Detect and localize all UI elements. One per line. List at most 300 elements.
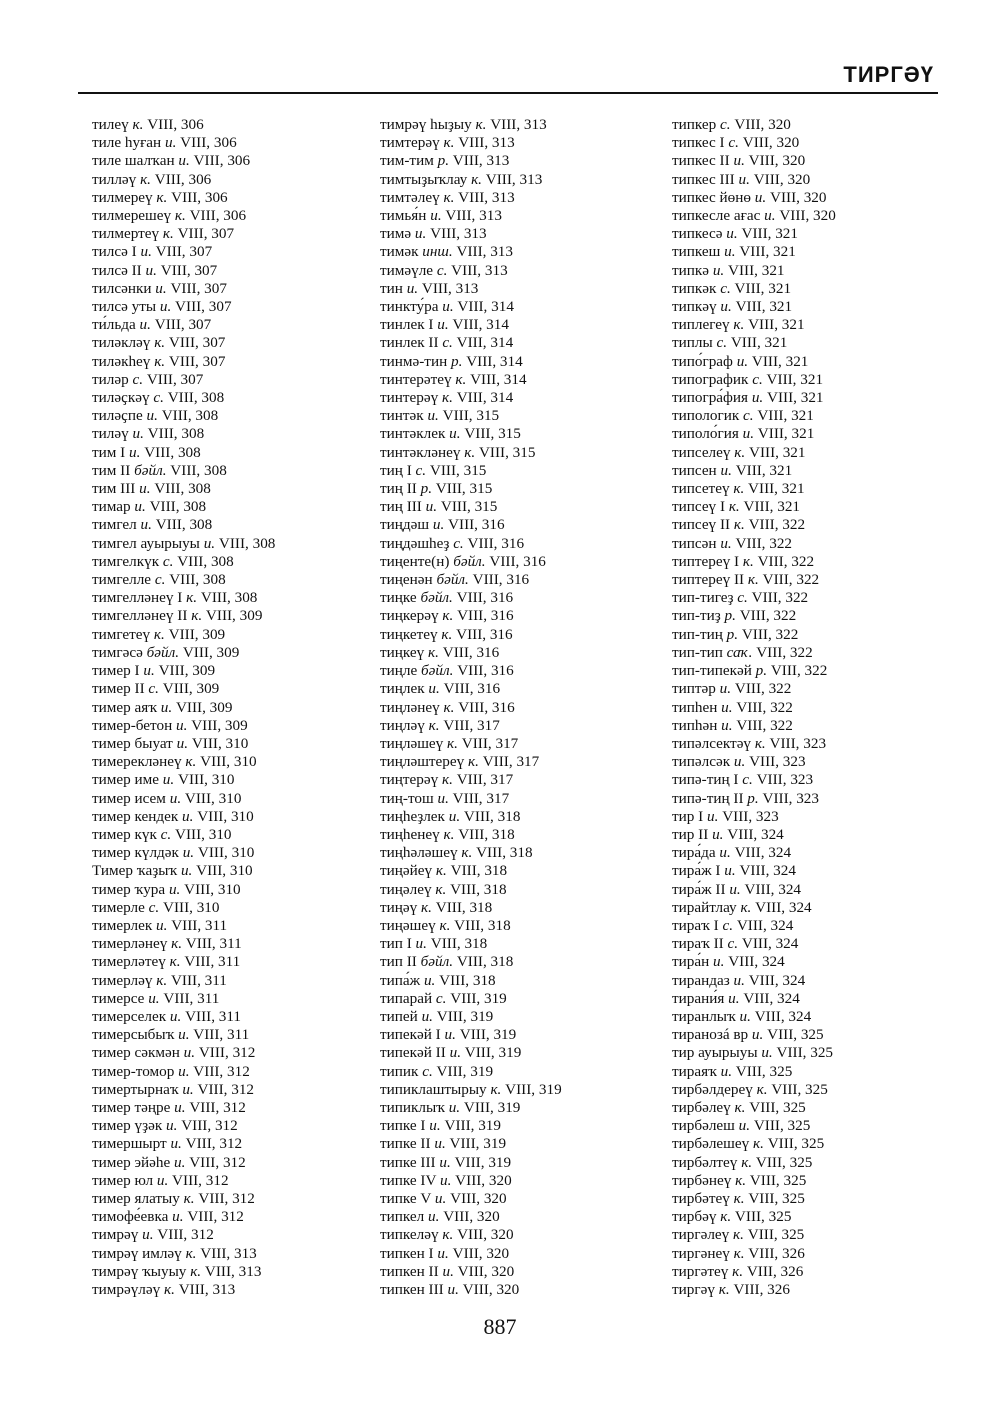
entry-headword: типкәү (672, 298, 717, 316)
entry-grammar-label: и. (437, 1244, 449, 1262)
entry-headword: тимгел ауырыуы (92, 534, 200, 552)
entry-grammar-label: и. (160, 698, 173, 716)
entry-reference: VIII, 316 (456, 625, 513, 643)
entry-headword: тиңдәшһеҙ (380, 534, 450, 552)
entry-headword: тимер аяҡ (92, 698, 157, 716)
index-entry (672, 1044, 836, 1062)
entry-grammar-label: и. (176, 734, 189, 752)
entry-reference: VIII, 314 (456, 334, 514, 352)
entry-reference: VIII, 316 (457, 607, 514, 625)
entry-reference: VIII, 321 (730, 334, 788, 352)
entry-reference: VIII, 317 (452, 789, 510, 807)
entry-reference: VIII, 320 (734, 116, 791, 133)
entry-grammar-label: р. (747, 789, 759, 807)
entry-headword: тимәк (380, 243, 419, 261)
entry-grammar-label: и. (428, 680, 440, 698)
entry-grammar-label: к. (754, 734, 766, 752)
entry-grammar-label: к. (733, 1244, 745, 1262)
entry-reference: VIII, 313 (451, 261, 508, 279)
entry-grammar-label: к. (174, 207, 186, 225)
index-entry (672, 1226, 836, 1244)
entry-headword: типһен (672, 698, 718, 716)
index-entry (380, 808, 562, 826)
entry-grammar-label: и. (164, 134, 177, 152)
index-entry (92, 1245, 275, 1263)
entry-headword: тип-тиҙ (672, 607, 721, 625)
page-number: 887 (483, 1314, 517, 1339)
entry-grammar-label: к. (140, 170, 151, 188)
entry-headword: тимтәлеү (380, 188, 440, 206)
entry-reference: VIII, 308 (149, 498, 207, 516)
index-entry (380, 1135, 562, 1153)
entry-reference: VIII, 313 (456, 243, 513, 261)
entry-reference: VIII, 317 (482, 753, 540, 771)
index-entry (672, 699, 836, 717)
entry-headword: тинтәклек (380, 425, 446, 443)
index-entry (92, 790, 275, 808)
index-entry (380, 990, 562, 1008)
entry-headword: типке V (380, 1189, 432, 1207)
entry-grammar-label: р. (724, 607, 736, 625)
entry-grammar-label: с. (737, 589, 748, 607)
index-entry (672, 480, 836, 498)
entry-reference: VIII, 319 (459, 1026, 517, 1044)
entry-grammar-label: с. (153, 389, 164, 407)
entry-headword: тирбәлеү (672, 1098, 731, 1116)
entry-reference: VIII, 320 (769, 188, 827, 206)
entry-reference: VIII, 310 (197, 807, 254, 825)
entry-grammar-label: и. (132, 425, 144, 443)
entry-reference: VIII, 321 (735, 298, 793, 316)
entry-reference: VIII, 324 (748, 971, 806, 989)
entry-headword: типке I (380, 1117, 426, 1135)
entry-headword: тип-тип (672, 643, 723, 661)
entry-grammar-label: и. (156, 1171, 169, 1189)
entry-headword: тилеү (92, 116, 129, 133)
entry-reference: VIII, 316 (442, 643, 500, 661)
index-entry (92, 243, 275, 261)
entry-headword: тимер күк (92, 825, 157, 843)
entry-reference: VIII, 306 (147, 116, 204, 133)
index-entry (672, 1154, 836, 1172)
entry-reference: VIII, 314 (457, 298, 514, 316)
entry-grammar-label: к. (154, 334, 166, 352)
index-entry (92, 899, 275, 917)
entry-reference: VIII, 321 (766, 370, 824, 388)
entry-headword: тимер кендек (92, 807, 179, 825)
entry-headword: тим III (92, 480, 136, 498)
index-entry (92, 535, 275, 553)
entry-grammar-label: бәйл. (134, 461, 167, 479)
entry-reference: VIII, 316 (457, 662, 514, 680)
entry-headword: тимрәү имләү (92, 1244, 182, 1262)
entry-reference: VIII, 310 (162, 898, 220, 916)
entry-grammar-label: и. (430, 207, 442, 225)
entry-headword: тинлек I (380, 316, 434, 334)
entry-headword: тиргәнеү (672, 1244, 730, 1262)
index-entry (672, 917, 836, 935)
index-entry (672, 553, 836, 571)
entry-grammar-label: и. (129, 443, 141, 461)
entry-headword: тимер быуат (92, 734, 173, 752)
entry-grammar-label: к. (733, 1226, 744, 1244)
index-entry (92, 262, 275, 280)
entry-headword: типкә (672, 261, 710, 279)
entry-reference: VIII, 313 (458, 134, 515, 152)
entry-headword: типһән (672, 716, 718, 734)
entry-headword: тиңкеү (380, 643, 425, 661)
index-entry (380, 280, 562, 298)
entry-reference: VIII, 313 (452, 152, 510, 170)
entry-grammar-label: и. (448, 807, 461, 825)
entry-headword: тим I (92, 443, 126, 461)
entry-grammar-label: к. (443, 134, 455, 152)
entry-headword: тиңәү (380, 898, 418, 916)
index-entry (672, 1008, 836, 1026)
entry-reference: VIII, 311 (184, 953, 241, 971)
entry-grammar-label: и. (442, 1262, 454, 1280)
entry-reference: VIII, 310 (184, 789, 242, 807)
entry-grammar-label: с. (722, 916, 734, 934)
entry-headword: типей (380, 1007, 418, 1025)
index-entry (380, 334, 562, 352)
index-entry (380, 771, 562, 789)
entry-grammar-label: и. (729, 880, 741, 898)
entry-grammar-label: инш. (422, 243, 453, 261)
entry-headword: тиңке (380, 589, 417, 607)
entry-grammar-label: и. (415, 935, 427, 953)
entry-headword: тимә (380, 225, 412, 243)
entry-grammar-label: и. (414, 225, 427, 243)
entry-headword: тиргәтеү (672, 1262, 729, 1280)
entry-reference: VIII, 322 (735, 534, 793, 552)
entry-reference: VIII, 306 (193, 152, 251, 170)
entry-reference: VIII, 320 (779, 207, 836, 225)
entry-grammar-label: и. (183, 1044, 196, 1062)
entry-headword: тиңләшеү (380, 734, 444, 752)
entry-reference: VIII, 310 (177, 771, 235, 789)
entry-headword: тин (380, 279, 403, 297)
entry-grammar-label: к. (435, 862, 447, 880)
entry-reference: VIII, 316 (472, 571, 530, 589)
entry-grammar-label: к. (169, 953, 181, 971)
entry-headword: типиклыҡ (380, 1098, 445, 1116)
entry-headword: тиң III (380, 498, 422, 516)
entry-reference: VIII, 324 (739, 862, 796, 880)
index-entry (380, 498, 562, 516)
entry-reference: VIII, 309 (175, 698, 233, 716)
entry-grammar-label: р. (451, 352, 463, 370)
entry-grammar-label: бәйл. (453, 552, 486, 570)
entry-grammar-label: с. (742, 771, 753, 789)
entry-reference: VIII, 312 (193, 1062, 250, 1080)
index-entry (92, 498, 275, 516)
entry-grammar-label: с. (435, 989, 447, 1007)
index-entry (92, 1044, 275, 1062)
entry-headword: тиңлек (380, 680, 425, 698)
entry-headword: тиңләү (380, 716, 425, 734)
entry-reference: VIII, 325 (767, 1135, 825, 1153)
index-entry (672, 1081, 836, 1099)
index-entry (380, 826, 562, 844)
entry-grammar-label: к. (728, 498, 740, 516)
index-entry (380, 535, 562, 553)
entry-headword: тираҡ I (672, 916, 719, 934)
entry-reference: VIII, 308 (170, 461, 227, 479)
entry-grammar-label: и. (156, 916, 168, 934)
entry-reference: VIII, 312 (181, 1117, 238, 1135)
entry-headword: тимер тәңре (92, 1098, 171, 1116)
index-entry (92, 680, 275, 698)
entry-grammar-label: с. (162, 552, 174, 570)
entry-headword: тимгелләнеү II (92, 607, 188, 625)
entry-grammar-label: с. (132, 370, 144, 388)
entry-grammar-label: к. (185, 1244, 197, 1262)
entry-reference: VIII, 308 (169, 571, 226, 589)
index-entry (380, 1154, 562, 1172)
index-entry (92, 116, 275, 134)
index-entry (672, 189, 836, 207)
entry-headword: тинлек II (380, 334, 439, 352)
index-entry (672, 626, 836, 644)
entry-headword: тимершырт (92, 1135, 167, 1153)
entry-headword: тиң I (380, 461, 412, 479)
entry-reference: VIII, 312 (198, 1189, 255, 1207)
entry-grammar-label: к. (190, 1262, 202, 1280)
entry-reference: VIII, 321 (748, 480, 805, 498)
entry-grammar-label: к. (156, 971, 168, 989)
index-entry (672, 935, 836, 953)
entry-reference: VIII, 321 (748, 316, 805, 334)
entry-reference: VIII, 315 (440, 498, 498, 516)
entry-reference: VIII, 310 (196, 862, 253, 880)
index-entry (672, 844, 836, 862)
entry-reference: VIII, 311 (170, 971, 227, 989)
entry-reference: VIII, 316 (467, 534, 525, 552)
entry-grammar-label: с. (148, 680, 159, 698)
entry-grammar-label: и. (449, 425, 461, 443)
index-entry (92, 1063, 275, 1081)
entry-grammar-label: и. (761, 1044, 773, 1062)
entry-reference: VIII, 320 (443, 1208, 500, 1226)
entry-reference: VIII, 306 (154, 170, 212, 188)
entry-grammar-label: к. (428, 643, 439, 661)
entry-grammar-label: к. (421, 898, 432, 916)
entry-reference: VIII, 319 (505, 1080, 562, 1098)
entry-reference: VIII, 314 (466, 352, 523, 370)
entry-grammar-label: с. (442, 334, 453, 352)
entry-headword: тиләҫпе (92, 407, 143, 425)
entry-headword: тимерекләнеү (92, 753, 182, 771)
entry-headword: тиңһенеү (380, 825, 440, 843)
running-header (78, 56, 938, 94)
entry-grammar-label: к. (164, 1281, 175, 1298)
entry-grammar-label: и. (170, 1135, 182, 1153)
index-entry (380, 243, 562, 261)
entry-reference: VIII, 315 (478, 443, 536, 461)
index-entry (380, 717, 562, 735)
entry-headword: типке II (380, 1135, 431, 1153)
entry-headword: тип I (380, 935, 412, 953)
entry-headword: типекәй II (380, 1044, 446, 1062)
entry-grammar-label: к. (464, 443, 476, 461)
entry-headword: тимер ялатыу (92, 1189, 180, 1207)
index-entry (672, 753, 836, 771)
index-entry (92, 607, 275, 625)
entry-grammar-label: и. (432, 516, 445, 534)
index-entry (380, 953, 562, 971)
entry-headword: тиләкләү (92, 334, 151, 352)
entry-reference: VIII, 311 (193, 1026, 250, 1044)
entry-reference: VIII, 322 (770, 662, 828, 680)
entry-grammar-label: и. (421, 1007, 433, 1025)
entry-reference: VIII, 322 (748, 516, 806, 534)
index-entry (92, 862, 275, 880)
index-entry (380, 444, 562, 462)
entry-grammar-label: р. (726, 625, 739, 643)
entry-grammar-label: и. (442, 298, 454, 316)
entry-grammar-label: и. (447, 1281, 459, 1298)
entry-grammar-label: и. (134, 498, 146, 516)
entry-reference: VIII, 320 (462, 1281, 520, 1298)
entry-headword: тимерләтеү (92, 953, 166, 971)
entry-reference: VIII, 321 (735, 461, 793, 479)
entry-headword: тимерселек (92, 1007, 167, 1025)
entry-reference: VIII, 308 (147, 425, 205, 443)
entry-grammar-label: и. (764, 207, 776, 225)
entry-headword: тимгел (92, 516, 137, 534)
entry-grammar-label: к. (435, 880, 447, 898)
index-entry (380, 516, 562, 534)
index-entry (672, 298, 836, 316)
entry-headword: тип II (380, 953, 417, 971)
entry-headword: тип-тиң (672, 625, 723, 643)
entry-reference: VIII, 321 (739, 243, 796, 261)
entry-headword: тиңтерәү (380, 771, 439, 789)
entry-grammar-label: и. (203, 534, 216, 552)
index-entry (672, 881, 836, 899)
entry-grammar-label: к. (733, 1189, 745, 1207)
entry-headword: тиңкерәү (380, 607, 439, 625)
entry-headword: тип-тигеҙ (672, 589, 734, 607)
entry-grammar-label: и. (724, 862, 736, 880)
entry-grammar-label: и. (182, 807, 194, 825)
index-entry (672, 152, 836, 170)
index-entry (672, 1063, 836, 1081)
entry-headword: тимар (92, 498, 131, 516)
entry-reference: VIII, 323 (749, 753, 806, 771)
entry-reference: VIII, 309 (182, 643, 240, 661)
index-entry (92, 1154, 275, 1172)
index-entry (92, 826, 275, 844)
index-entry (92, 972, 275, 990)
entry-headword: типик (380, 1062, 419, 1080)
entry-grammar-label: к. (740, 898, 752, 916)
entry-headword: тир II (672, 825, 709, 843)
entry-grammar-label: и. (437, 316, 449, 334)
index-entry (380, 589, 562, 607)
index-entry (92, 662, 275, 680)
entry-headword: тимер үҙәк (92, 1117, 163, 1135)
entry-headword: тимер име (92, 771, 159, 789)
entry-headword: типсен (672, 461, 717, 479)
entry-grammar-label: к. (735, 1171, 746, 1189)
index-entry (380, 1081, 562, 1099)
entry-reference: VIII, 308 (155, 516, 213, 534)
entry-reference: VIII, 311 (185, 935, 242, 953)
entry-grammar-label: и. (721, 698, 733, 716)
entry-grammar-label: и. (719, 844, 731, 862)
entry-grammar-label: к. (475, 116, 487, 133)
entry-grammar-label: к. (756, 1080, 768, 1098)
entry-reference: VIII, 322 (751, 589, 809, 607)
index-entry (672, 1263, 836, 1281)
index-entry (380, 972, 562, 990)
index-entry (672, 316, 836, 334)
entry-grammar-label: к. (490, 1080, 502, 1098)
entry-headword: тимер I (92, 662, 140, 680)
entry-headword: тиләкһеү (92, 352, 151, 370)
entry-grammar-label: и. (733, 753, 746, 771)
index-entry (672, 1135, 836, 1153)
entry-headword: тимерсыбыҡ (92, 1026, 175, 1044)
entry-reference: VIII, 325 (749, 1171, 807, 1189)
entry-grammar-label: к. (455, 370, 467, 388)
entry-grammar-label: и. (425, 498, 438, 516)
entry-grammar-label: и. (176, 716, 188, 734)
entry-headword: типлегеү (672, 316, 730, 334)
index-entry (380, 152, 562, 170)
entry-grammar-label: и. (159, 298, 172, 316)
entry-reference: VIII, 320 (452, 1244, 510, 1262)
entry-headword: типкесле ағас (672, 207, 761, 225)
entry-grammar-label: и. (140, 243, 152, 261)
entry-grammar-label: и. (174, 1098, 186, 1116)
index-entry (672, 899, 836, 917)
entry-grammar-label: и. (738, 1117, 751, 1135)
index-entry (380, 735, 562, 753)
index-entry (672, 280, 836, 298)
index-entry (672, 171, 836, 189)
entry-reference: VIII, 313 (490, 116, 547, 133)
entry-reference: VIII, 316 (448, 516, 505, 534)
entry-reference: VIII, 321 (728, 261, 785, 279)
entry-headword: тимер II (92, 680, 145, 698)
entry-grammar-label: к. (733, 316, 745, 334)
entry-grammar-label: р. (420, 480, 432, 498)
index-entry (672, 990, 836, 1008)
entry-headword: тиңдәш (380, 516, 430, 534)
entry-reference: VIII, 307 (177, 225, 235, 243)
entry-grammar-label: р. (437, 152, 449, 170)
entry-grammar-label: и. (174, 1153, 186, 1171)
entry-headword: тилсә уты (92, 298, 157, 316)
entry-grammar-label: и. (728, 989, 740, 1007)
index-entry (92, 935, 275, 953)
entry-reference: VIII, 312 (172, 1171, 229, 1189)
index-entry (92, 881, 275, 899)
entry-grammar-label: и. (712, 825, 724, 843)
entry-reference: VIII, 314 (452, 316, 509, 334)
entry-grammar-label: к. (186, 589, 198, 607)
index-entry (380, 116, 562, 134)
entry-grammar-label: к. (442, 1226, 454, 1244)
entry-headword: тиң II (380, 480, 417, 498)
entry-grammar-label: с. (743, 407, 754, 425)
entry-headword: тиләр (92, 370, 129, 388)
entry-reference: VIII, 320 (457, 1262, 515, 1280)
entry-reference: VIII, 313 (458, 188, 515, 206)
